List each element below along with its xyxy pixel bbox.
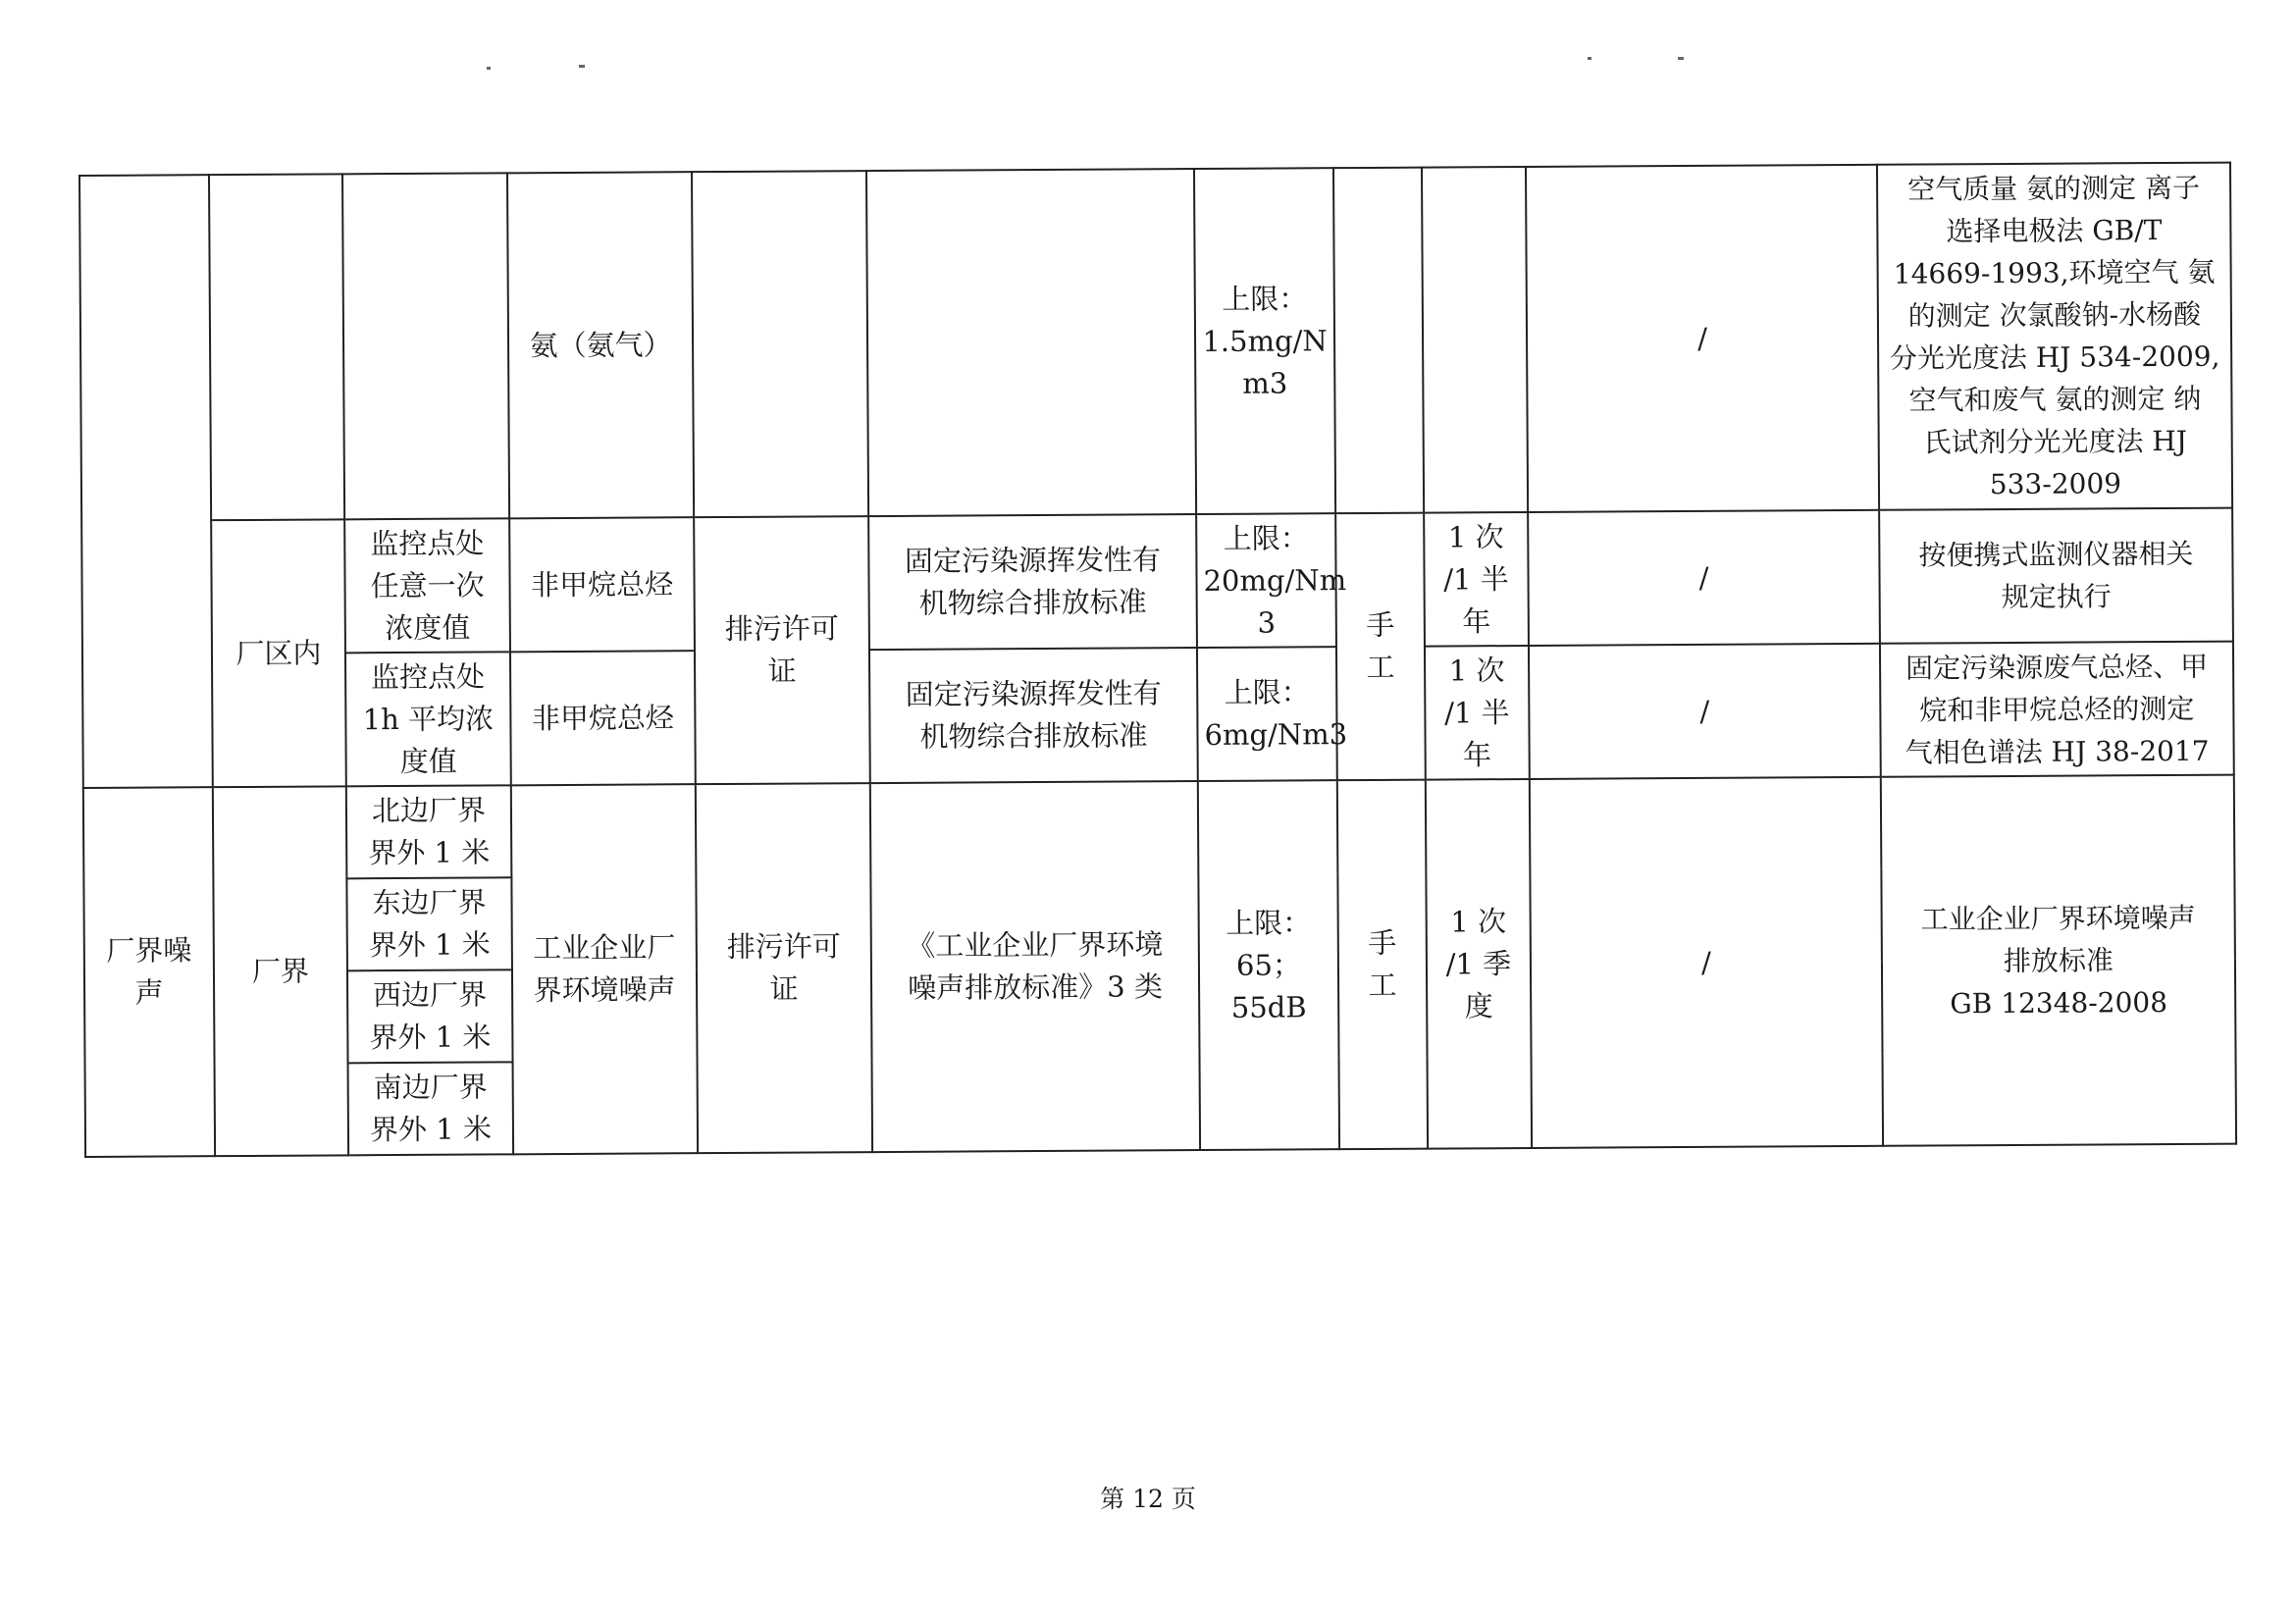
limit-cell: 上限： 20mg/Nm 3 — [1196, 513, 1336, 648]
standard-cell: 固定污染源挥发性有 机物综合排放标准 — [868, 514, 1197, 650]
mode-cell — [1333, 168, 1424, 514]
pollutant-cell: 非甲烷总烃 — [509, 517, 695, 652]
standard-cell — [866, 169, 1196, 516]
table-row — [82, 642, 2234, 788]
point-cell: 南边厂界 界外 1 米 — [348, 1062, 514, 1155]
point-cell: 监控点处 任意一次 浓度值 — [344, 518, 510, 653]
scan-speck — [1588, 57, 1592, 60]
limit-cell: 上限： 6mg/Nm3 — [1197, 647, 1337, 781]
point-cell: 西边厂界 界外 1 米 — [347, 969, 513, 1063]
site-cell: 厂区内 — [211, 519, 346, 787]
pollutant-cell: 工业企业厂 界环境噪声 — [511, 784, 698, 1154]
basis-cell: 排污许可 证 — [694, 516, 870, 784]
note-cell: / — [1528, 510, 1880, 646]
site-cell — [209, 174, 344, 520]
method-cell: 按便携式监测仪器相关 规定执行 — [1879, 508, 2233, 644]
note-cell: / — [1530, 777, 1883, 1148]
note-cell: / — [1529, 644, 1881, 779]
scan-speck — [579, 65, 585, 68]
monitoring-table — [78, 162, 2237, 1158]
note-cell: / — [1526, 165, 1879, 512]
pollutant-cell: 氨（氨气） — [507, 172, 694, 518]
method-cell: 工业企业厂界环境噪声 排放标准 GB 12348-2008 — [1881, 775, 2236, 1146]
limit-cell: 上限： 65；55dB — [1198, 780, 1339, 1150]
limit-cell: 上限： 1.5mg/N m3 — [1194, 168, 1335, 514]
frequency-cell — [1422, 167, 1528, 513]
scan-speck — [1678, 57, 1684, 60]
basis-cell: 排污许可 证 — [696, 783, 872, 1153]
mode-cell: 手 工 — [1337, 780, 1428, 1150]
standard-cell: 《工业企业厂界环境 噪声排放标准》3 类 — [870, 781, 1200, 1152]
standard-cell: 固定污染源挥发性有 机物综合排放标准 — [869, 648, 1198, 783]
site-cell: 厂界 — [213, 786, 348, 1156]
table-row — [81, 508, 2233, 654]
point-cell: 监控点处 1h 平均浓 度值 — [345, 652, 511, 786]
frequency-cell: 1 次 /1 半 年 — [1424, 512, 1529, 647]
point-cell — [342, 173, 509, 519]
method-cell: 空气质量 氨的测定 离子 选择电极法 GB/T 14669-1993,环境空气 氨 的测定 次氯酸钠-水杨酸 分光光度法 HJ 534-2009, 空气和废气 氨的测定 纳 氏试剂分光光度法 HJ 533-2009 — [1877, 163, 2232, 510]
frequency-cell: 1 次 /1 半 年 — [1425, 646, 1530, 780]
scan-speck — [487, 67, 491, 70]
pollutant-cell: 非甲烷总烃 — [510, 651, 696, 785]
table-row — [79, 163, 2232, 521]
mode-cell: 手 工 — [1335, 513, 1426, 781]
point-cell: 北边厂界 界外 1 米 — [346, 785, 512, 878]
point-cell: 东边厂界 界外 1 米 — [346, 877, 512, 970]
frequency-cell: 1 次 /1 季 度 — [1426, 779, 1532, 1149]
method-cell: 固定污染源废气总烃、甲 烷和非甲烷总烃的测定 气相色谱法 HJ 38-2017 — [1880, 642, 2234, 777]
basis-cell — [692, 171, 868, 517]
table-row — [83, 775, 2235, 880]
page-number: 第 12 页 — [1100, 1485, 1196, 1513]
category-cell: 厂界噪 声 — [83, 787, 215, 1157]
category-cell — [79, 175, 213, 788]
